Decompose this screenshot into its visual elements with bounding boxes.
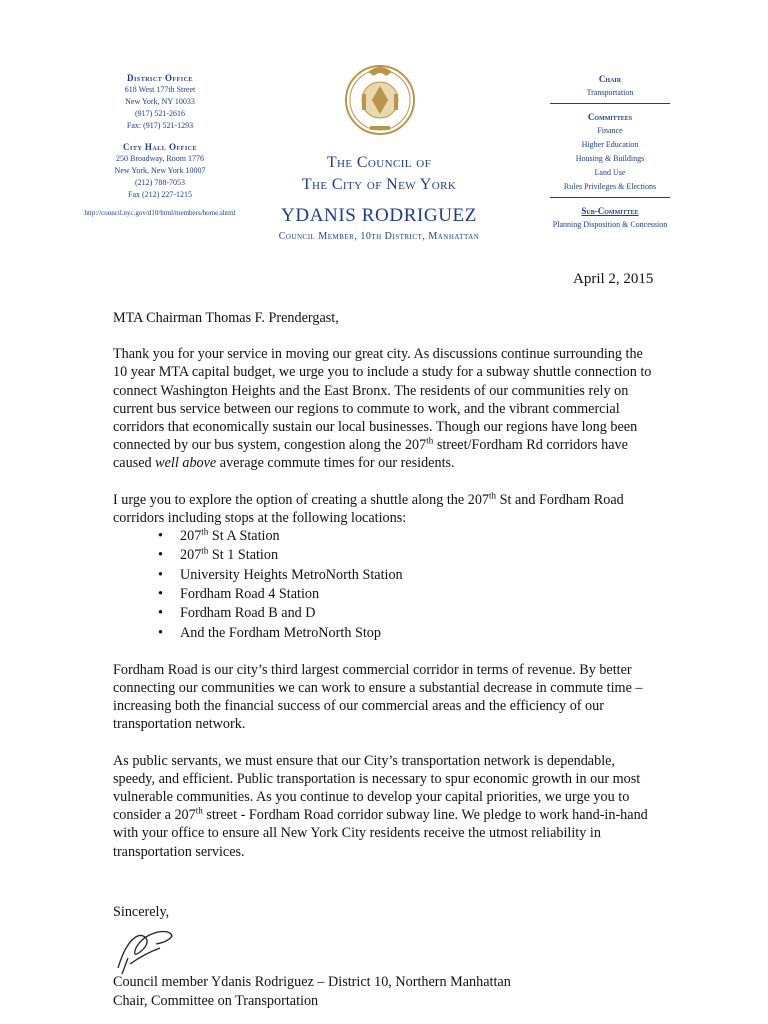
subcommittee-item: Planning Disposition & Concession [552, 220, 668, 229]
letter-body [113, 309, 658, 879]
district-office-heading: District Office [127, 73, 193, 83]
paragraph-3: Fordham Road is our city’s third largest commercial corridor in terms of revenue. By better connecting our communities we can work to ensure a substantial decrease in commute time – increasing both the financial success of our commercial areas and the efficiency of our transportation network. [113, 661, 643, 733]
city-hall-office-line: New York, New York 10007 [114, 166, 206, 175]
paragraph-1: Thank you for your service in moving our great city. As discussions continue surrounding the 10 year MTA capital budget, we urge you to include a study for a subway shuttle connection to connect Washington Heights and the East Bronx. The residents of our communities rely on current bus service between our regions to commute to work, and the vibrant commercial corridors that economically sustain our local businesses. Though our regions have long been connected by our bus system, congestion along the 207th street/Fordham Rd corridors have caused well above average commute times for our residents. [113, 346, 652, 472]
city-hall-office-line: 250 Broadway, Room 1776 [116, 154, 204, 163]
council-line-2: The City of New York [301, 176, 457, 193]
paragraph-4: As public servants, we must ensure that our City’s transportation network is dependable, speedy, and efficient. Public transportation is necessary to spur economic growth in our most vulnerable communities. As you continue to develop your capital priorities, we urge you to consider a 207th street - Fordham Road corridor subway line. We pledge to work hand-in-hand with your office to ensure all New York City residents receive the utmost reliability in transportation services. [113, 752, 648, 860]
district-office-line: Fax: (917) 521-1293 [126, 121, 194, 130]
chair-value: Transportation [586, 88, 634, 97]
council-line-1: The Council of [326, 154, 432, 171]
city-hall-office-heading: City Hall Office [122, 142, 197, 152]
stop-list [113, 527, 658, 643]
council-url[interactable]: http://council.nyc.gov/d10/html/members/home.shtml [84, 209, 236, 217]
list-item: • 207th St 1 Station [180, 546, 658, 565]
paragraph-2: I urge you to explore the option of creating a shuttle along the 207th St and Fordham Road corridors including stops at the following locations: [113, 489, 624, 526]
committee-item: Finance [597, 126, 623, 135]
divider [550, 103, 670, 104]
chair-heading: Chair [598, 74, 622, 84]
committees-heading: Committees [587, 112, 633, 122]
signature-icon [110, 918, 190, 976]
divider [550, 197, 670, 198]
signature-line-2: Chair, Committee on Transportation [113, 993, 319, 1009]
salutation: MTA Chairman Thomas F. Prendergast, [113, 310, 339, 326]
list-item: • University Heights MetroNorth Station [180, 566, 658, 585]
district-office-line: (917) 521-2616 [135, 109, 185, 118]
committee-item: Land Use [594, 168, 626, 177]
council-heading [262, 152, 496, 244]
committee-item: Housing & Buildings [575, 154, 645, 163]
district-office-line: New York, NY 10033 [125, 97, 195, 106]
signature-line-1: Council member Ydanis Rodriguez – District 10, Northern Manhattan [113, 974, 511, 990]
district-office-line: 618 West 177th Street [124, 85, 196, 94]
list-item: • 207th St A Station [180, 527, 658, 546]
city-seal-icon [340, 58, 420, 138]
city-hall-office-line: (212) 788-7053 [135, 178, 185, 187]
member-name: YDANIS RODRIGUEZ [281, 205, 477, 226]
office-addresses [60, 72, 260, 219]
list-item: • Fordham Road 4 Station [180, 585, 658, 604]
list-item: • And the Fordham MetroNorth Stop [180, 624, 658, 643]
committee-item: Higher Education [581, 140, 639, 149]
letter-date: April 2, 2015 [573, 271, 654, 287]
city-hall-office-line: Fax (212) 227-1215 [128, 190, 192, 199]
signature-block [113, 973, 511, 1011]
subcommittee-heading: Sub-Committee [581, 206, 639, 216]
closing: Sincerely, [113, 904, 170, 920]
list-item: • Fordham Road B and D [180, 604, 658, 623]
member-role: Council Member, 10th District, Manhattan [278, 231, 480, 242]
committee-item: Rules Privileges & Elections [563, 182, 657, 191]
committee-list [530, 72, 690, 232]
